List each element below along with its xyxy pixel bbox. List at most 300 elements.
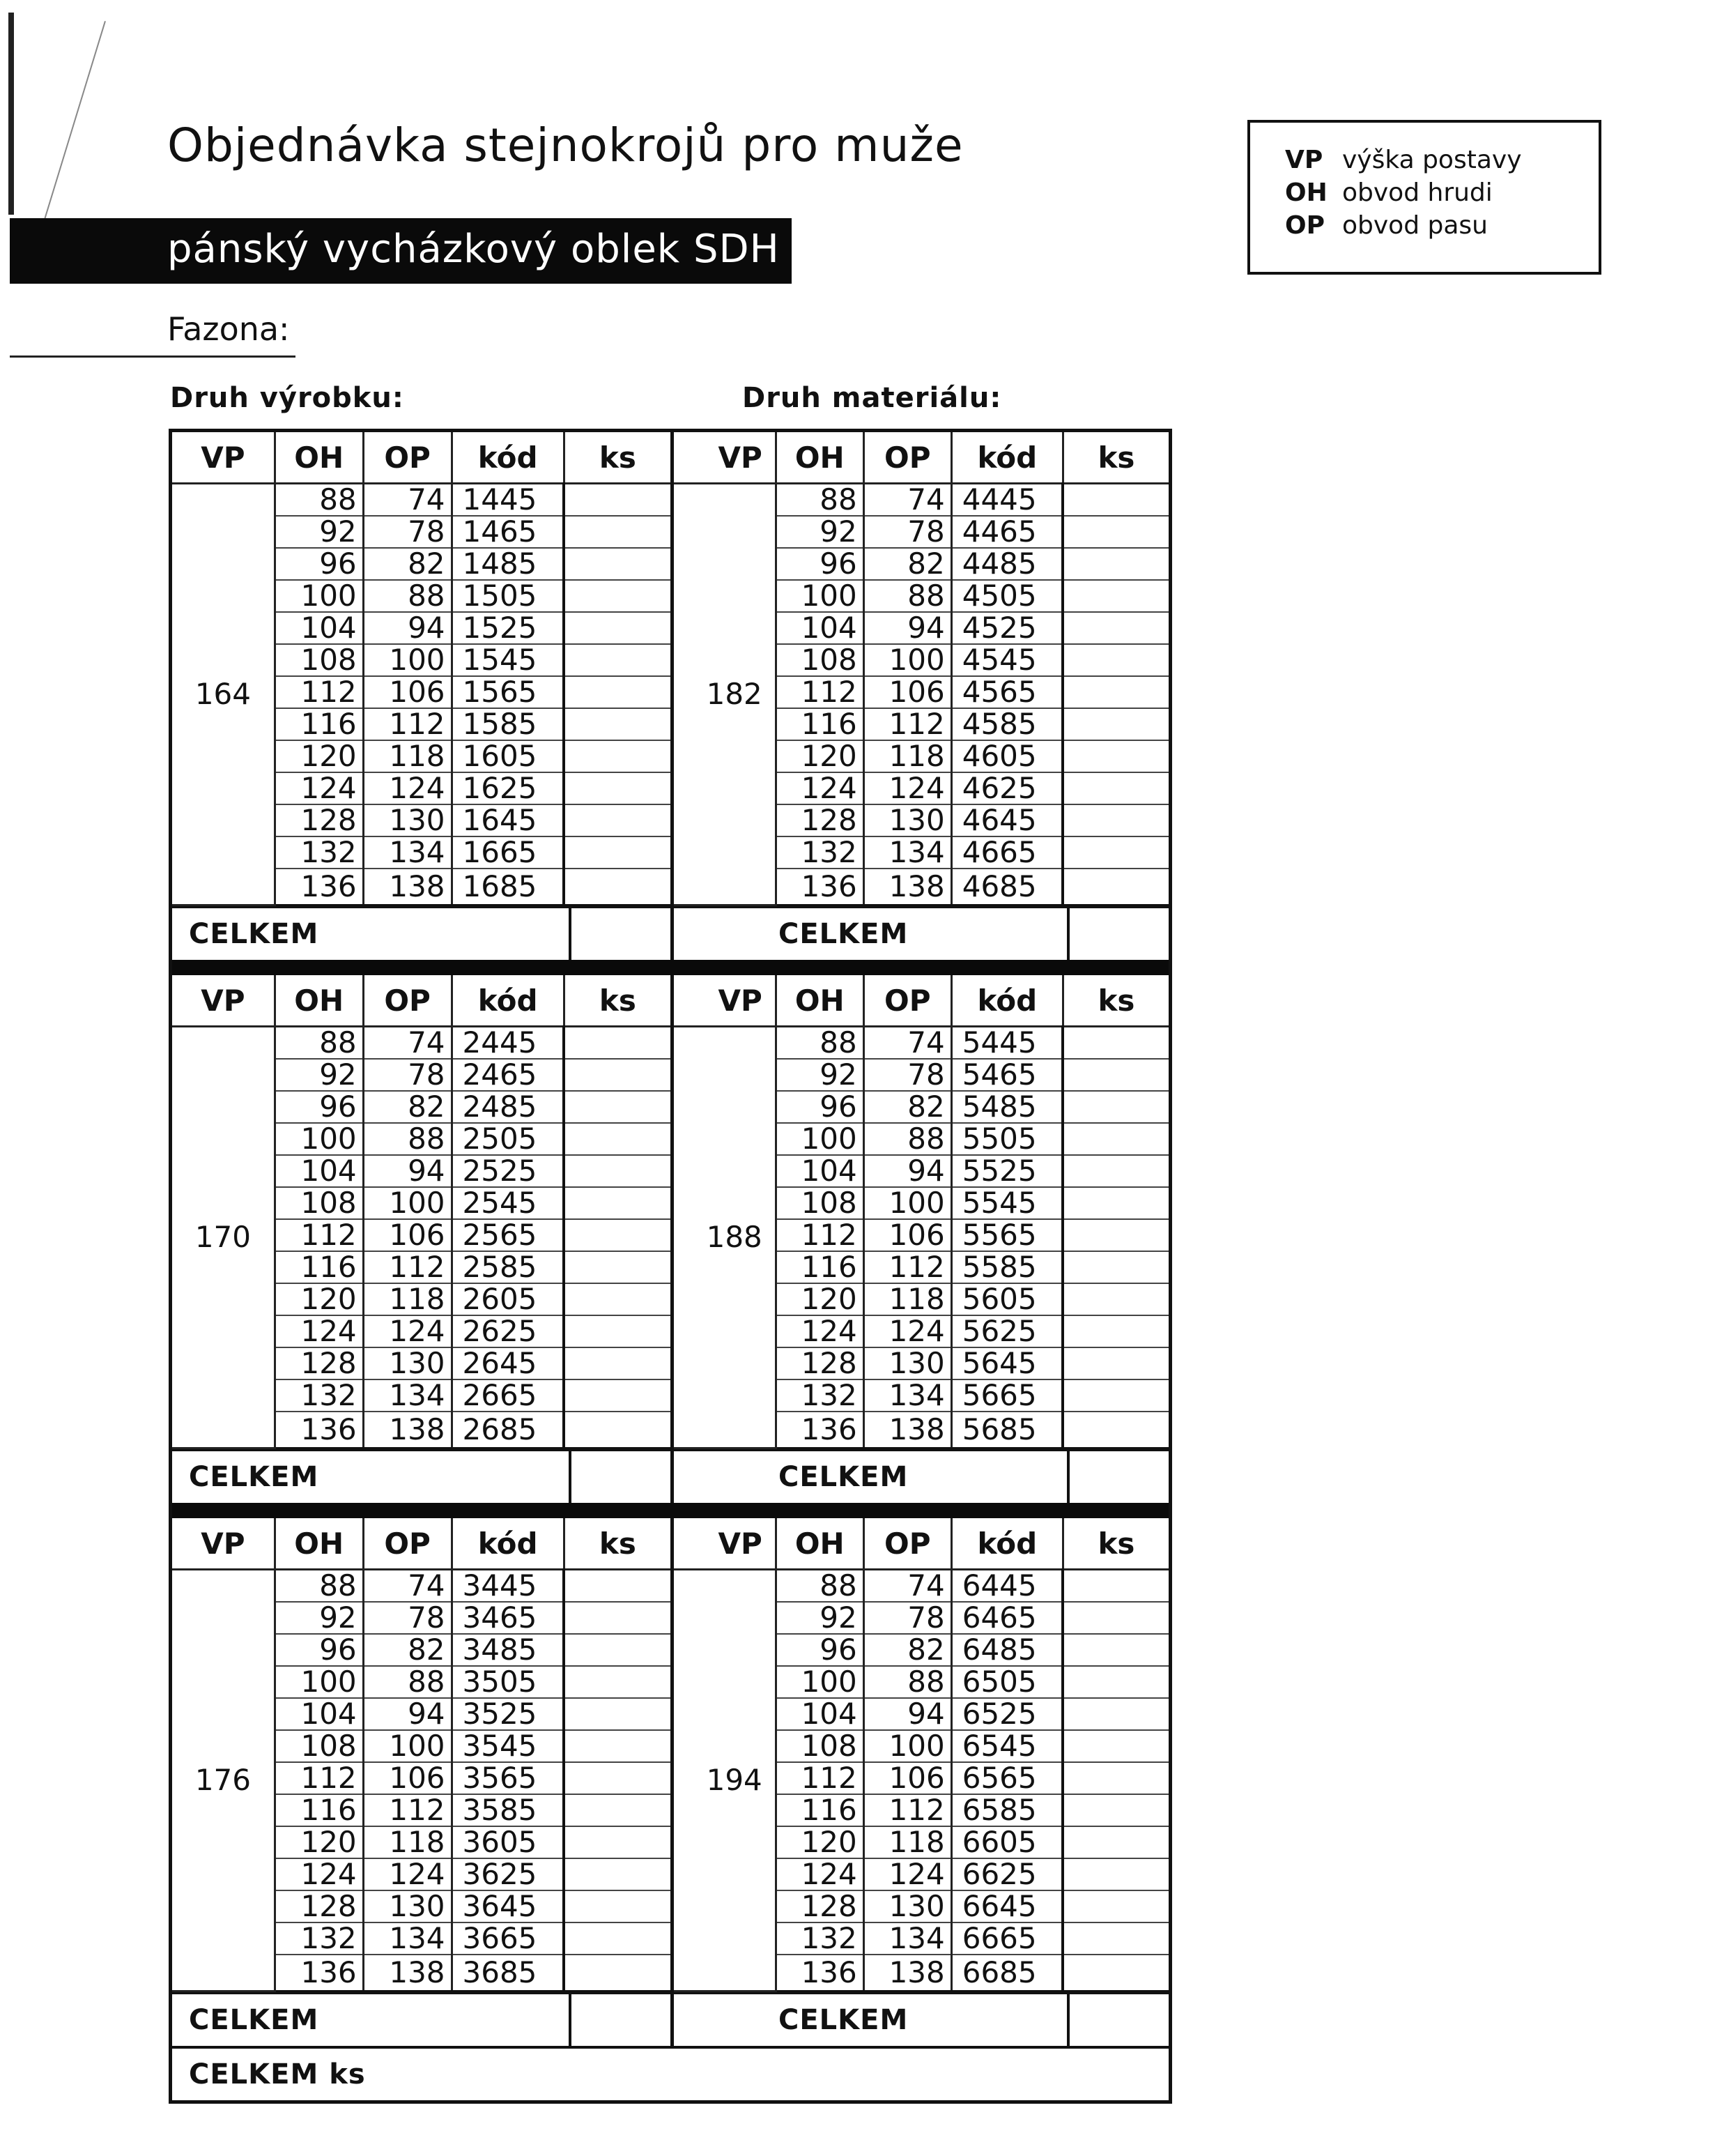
quantity-field[interactable] (1063, 1155, 1169, 1187)
code-value: 5565 (951, 1219, 1063, 1251)
code-value: 1545 (452, 644, 564, 676)
quantity-field[interactable] (564, 1634, 670, 1666)
op-value: 138 (863, 1412, 951, 1448)
op-value: 88 (363, 1123, 452, 1155)
code-value: 4505 (951, 580, 1063, 612)
quantity-field[interactable] (564, 1794, 670, 1826)
banner (10, 218, 792, 284)
quantity-field[interactable] (564, 1698, 670, 1730)
grand-total-row[interactable] (172, 2046, 1169, 2100)
quantity-field[interactable] (1063, 1219, 1169, 1251)
op-value: 138 (363, 1412, 452, 1448)
size-block (172, 960, 1169, 1503)
quantity-field[interactable] (1063, 804, 1169, 836)
code-value: 2625 (452, 1315, 564, 1347)
op-value: 74 (863, 484, 951, 517)
oh-value: 116 (275, 1794, 363, 1826)
quantity-field[interactable] (1063, 1251, 1169, 1283)
op-value: 94 (863, 1698, 951, 1730)
code-value: 4605 (951, 740, 1063, 772)
quantity-field[interactable] (564, 612, 670, 644)
oh-value: 120 (275, 1826, 363, 1858)
grand-total-label: CELKEM ks (189, 2058, 366, 2090)
code-value: 4685 (951, 869, 1063, 905)
oh-value: 136 (275, 869, 363, 905)
quantity-field[interactable] (1063, 1762, 1169, 1794)
size-block (172, 1503, 1169, 2046)
code-value: 2685 (452, 1412, 564, 1448)
quantity-field[interactable] (564, 1347, 670, 1379)
op-value: 112 (363, 1794, 452, 1826)
column-header: ks (1063, 432, 1169, 484)
quantity-field[interactable] (564, 1922, 670, 1955)
quantity-field[interactable] (1063, 1379, 1169, 1412)
code-value: 6665 (951, 1922, 1063, 1955)
oh-value: 132 (776, 836, 863, 869)
quantity-field[interactable] (1063, 676, 1169, 708)
quantity-field[interactable] (564, 1602, 670, 1634)
quantity-field[interactable] (1063, 1412, 1169, 1448)
op-value: 118 (363, 740, 452, 772)
code-value: 3525 (452, 1698, 564, 1730)
op-value: 100 (363, 1730, 452, 1762)
oh-value: 88 (275, 484, 363, 517)
quantity-field[interactable] (1063, 1730, 1169, 1762)
op-value: 118 (863, 1826, 951, 1858)
column-header: ks (1063, 1518, 1169, 1570)
quantity-field[interactable] (1063, 516, 1169, 548)
quantity-field[interactable] (1063, 1922, 1169, 1955)
quantity-field[interactable] (564, 580, 670, 612)
code-value: 3465 (452, 1602, 564, 1634)
op-value: 134 (863, 836, 951, 869)
quantity-field[interactable] (1063, 1826, 1169, 1858)
subtotal-label: CELKEM (189, 2004, 319, 2036)
oh-value: 108 (275, 644, 363, 676)
subtotal-quantity-field[interactable] (1067, 1994, 1169, 2046)
quantity-field[interactable] (564, 1826, 670, 1858)
quantity-field[interactable] (564, 1412, 670, 1448)
code-value: 4625 (951, 772, 1063, 804)
op-value: 124 (363, 1315, 452, 1347)
code-value: 2525 (452, 1155, 564, 1187)
quantity-field[interactable] (1063, 708, 1169, 740)
oh-value: 120 (275, 1283, 363, 1315)
oh-value: 112 (776, 676, 863, 708)
code-value: 4465 (951, 516, 1063, 548)
op-value: 78 (863, 516, 951, 548)
column-header: kód (452, 975, 564, 1027)
op-value: 118 (863, 1283, 951, 1315)
quantity-field[interactable] (564, 804, 670, 836)
subtotal-row (674, 906, 1169, 960)
op-value: 134 (863, 1379, 951, 1412)
quantity-field[interactable] (1063, 836, 1169, 869)
oh-value: 88 (275, 1570, 363, 1603)
quantity-field[interactable] (1063, 1283, 1169, 1315)
quantity-field[interactable] (564, 708, 670, 740)
material-type-label: Druh materiálu: (742, 382, 1002, 414)
quantity-field[interactable] (1063, 1091, 1169, 1123)
quantity-field[interactable] (1063, 644, 1169, 676)
subtotal-row (674, 1449, 1169, 1503)
op-value: 88 (863, 1123, 951, 1155)
code-value: 5485 (951, 1091, 1063, 1123)
table-header-row (674, 1518, 1169, 1570)
code-value: 1445 (452, 484, 564, 517)
op-value: 106 (363, 676, 452, 708)
code-value: 4545 (951, 644, 1063, 676)
op-value: 138 (863, 869, 951, 905)
legend-box (1247, 120, 1601, 275)
code-value: 2645 (452, 1347, 564, 1379)
code-value: 6605 (951, 1826, 1063, 1858)
code-value: 3665 (452, 1922, 564, 1955)
code-value: 6505 (951, 1666, 1063, 1698)
column-header: OH (275, 975, 363, 1027)
oh-value: 120 (776, 1826, 863, 1858)
oh-value: 88 (776, 1570, 863, 1603)
oh-value: 136 (776, 869, 863, 905)
oh-value: 100 (776, 580, 863, 612)
op-value: 134 (863, 1922, 951, 1955)
op-value: 130 (863, 804, 951, 836)
oh-value: 112 (776, 1762, 863, 1794)
column-header: VP (172, 432, 275, 484)
quantity-field[interactable] (1063, 1123, 1169, 1155)
column-header: VP (674, 432, 776, 484)
subtotal-quantity-field[interactable] (569, 908, 670, 960)
code-value: 1685 (452, 869, 564, 905)
quantity-field[interactable] (564, 548, 670, 580)
column-header: OP (863, 1518, 951, 1570)
table-row (172, 1027, 670, 1060)
op-value: 100 (863, 1730, 951, 1762)
quantity-field[interactable] (564, 1283, 670, 1315)
legend-item: OH obvod hrudi (1285, 178, 1493, 207)
oh-value: 128 (776, 1890, 863, 1922)
op-value: 78 (363, 1602, 452, 1634)
quantity-field[interactable] (564, 1219, 670, 1251)
page-title: Objednávka stejnokrojů pro muže (167, 118, 964, 172)
column-header: kód (452, 1518, 564, 1570)
quantity-field[interactable] (564, 1059, 670, 1091)
op-value: 112 (363, 1251, 452, 1283)
code-value: 3485 (452, 1634, 564, 1666)
oh-value: 96 (776, 1091, 863, 1123)
op-value: 138 (863, 1955, 951, 1991)
op-value: 112 (863, 708, 951, 740)
oh-value: 104 (275, 1155, 363, 1187)
table-header-row (172, 975, 670, 1027)
quantity-field[interactable] (564, 644, 670, 676)
op-value: 124 (363, 772, 452, 804)
column-header: kód (951, 1518, 1063, 1570)
quantity-field[interactable] (564, 1123, 670, 1155)
oh-value: 88 (776, 484, 863, 517)
code-value: 5605 (951, 1283, 1063, 1315)
quantity-field[interactable] (564, 1187, 670, 1219)
product-type-label: Druh výrobku: (170, 382, 404, 414)
quantity-field[interactable] (564, 1155, 670, 1187)
quantity-field[interactable] (1063, 772, 1169, 804)
legend-item: VP výška postavy (1285, 146, 1522, 174)
quantity-field[interactable] (564, 676, 670, 708)
vp-value: 164 (172, 484, 275, 905)
code-value: 5465 (951, 1059, 1063, 1091)
op-value: 100 (363, 1187, 452, 1219)
op-value: 106 (863, 1219, 951, 1251)
op-value: 74 (863, 1027, 951, 1060)
column-header: kód (452, 432, 564, 484)
oh-value: 108 (776, 1187, 863, 1219)
size-table-vp-170 (172, 975, 670, 1503)
quantity-field[interactable] (564, 1955, 670, 1991)
code-value: 5645 (951, 1347, 1063, 1379)
quantity-field[interactable] (1063, 1890, 1169, 1922)
subtotal-quantity-field[interactable] (1067, 908, 1169, 960)
oh-value: 92 (275, 1059, 363, 1091)
column-header: OP (363, 975, 452, 1027)
quantity-field[interactable] (1063, 612, 1169, 644)
oh-value: 120 (776, 1283, 863, 1315)
column-header: VP (172, 1518, 275, 1570)
oh-value: 100 (776, 1123, 863, 1155)
quantity-field[interactable] (1063, 1602, 1169, 1634)
quantity-field[interactable] (564, 516, 670, 548)
column-header: ks (564, 1518, 670, 1570)
op-value: 88 (863, 580, 951, 612)
oh-value: 104 (776, 1698, 863, 1730)
oh-value: 88 (776, 1027, 863, 1060)
oh-value: 96 (275, 1091, 363, 1123)
quantity-field[interactable] (564, 1762, 670, 1794)
oh-value: 120 (275, 740, 363, 772)
code-value: 6465 (951, 1602, 1063, 1634)
op-value: 82 (363, 1091, 452, 1123)
oh-value: 136 (776, 1412, 863, 1448)
size-table-vp-164 (172, 432, 670, 960)
code-value: 1645 (452, 804, 564, 836)
code-value: 5665 (951, 1379, 1063, 1412)
code-value: 2465 (452, 1059, 564, 1091)
quantity-field[interactable] (564, 1570, 670, 1603)
table-header-row (172, 1518, 670, 1570)
size-table-vp-176 (172, 1518, 670, 2046)
oh-value: 104 (776, 612, 863, 644)
op-value: 74 (363, 1027, 452, 1060)
subtotal-quantity-field[interactable] (1067, 1451, 1169, 1503)
oh-value: 92 (776, 1059, 863, 1091)
code-value: 1525 (452, 612, 564, 644)
op-value: 82 (863, 1091, 951, 1123)
op-value: 112 (863, 1251, 951, 1283)
op-value: 134 (363, 1379, 452, 1412)
quantity-field[interactable] (1063, 484, 1169, 517)
code-value: 4565 (951, 676, 1063, 708)
quantity-field[interactable] (1063, 740, 1169, 772)
quantity-field[interactable] (564, 1379, 670, 1412)
vp-value: 170 (172, 1027, 275, 1448)
code-value: 4445 (951, 484, 1063, 517)
op-value: 130 (863, 1347, 951, 1379)
code-value: 2605 (452, 1283, 564, 1315)
code-value: 3645 (452, 1890, 564, 1922)
code-value: 5545 (951, 1187, 1063, 1219)
code-value: 2665 (452, 1379, 564, 1412)
op-value: 94 (363, 1698, 452, 1730)
op-value: 88 (363, 1666, 452, 1698)
quantity-field[interactable] (1063, 1634, 1169, 1666)
oh-value: 104 (275, 1698, 363, 1730)
quantity-field[interactable] (1063, 1315, 1169, 1347)
code-value: 6445 (951, 1570, 1063, 1603)
quantity-field[interactable] (564, 1666, 670, 1698)
size-table-vp-182 (670, 432, 1169, 960)
oh-value: 124 (776, 772, 863, 804)
quantity-field[interactable] (564, 1251, 670, 1283)
quantity-field[interactable] (1063, 1666, 1169, 1698)
op-value: 82 (363, 548, 452, 580)
oh-value: 116 (776, 1251, 863, 1283)
quantity-field[interactable] (564, 1091, 670, 1123)
subtotal-quantity-field[interactable] (569, 1451, 670, 1503)
quantity-field[interactable] (1063, 1955, 1169, 1991)
table-header-row (172, 432, 670, 484)
oh-value: 96 (275, 548, 363, 580)
quantity-field[interactable] (1063, 1570, 1169, 1603)
column-header: ks (564, 432, 670, 484)
quantity-field[interactable] (1063, 1858, 1169, 1890)
quantity-field[interactable] (1063, 1187, 1169, 1219)
op-value: 82 (363, 1634, 452, 1666)
subtotal-quantity-field[interactable] (569, 1994, 670, 2046)
oh-value: 124 (776, 1858, 863, 1890)
oh-value: 96 (776, 548, 863, 580)
vp-value: 176 (172, 1570, 275, 1991)
column-header: VP (172, 975, 275, 1027)
column-header: OP (863, 432, 951, 484)
quantity-field[interactable] (1063, 1794, 1169, 1826)
quantity-field[interactable] (564, 484, 670, 517)
oh-value: 132 (275, 1922, 363, 1955)
oh-value: 100 (275, 580, 363, 612)
op-value: 94 (863, 612, 951, 644)
oh-value: 136 (275, 1955, 363, 1991)
oh-value: 100 (275, 1123, 363, 1155)
table-row (674, 1027, 1169, 1060)
op-value: 106 (363, 1762, 452, 1794)
quantity-field[interactable] (1063, 1059, 1169, 1091)
fazona-label: Fazona: (167, 310, 290, 348)
oh-value: 92 (776, 516, 863, 548)
code-value: 3585 (452, 1794, 564, 1826)
code-value: 3625 (452, 1858, 564, 1890)
oh-value: 112 (275, 1762, 363, 1794)
code-value: 4645 (951, 804, 1063, 836)
subtotal-row (172, 906, 670, 960)
quantity-field[interactable] (564, 1890, 670, 1922)
op-value: 78 (863, 1602, 951, 1634)
op-value: 106 (863, 676, 951, 708)
code-value: 1585 (452, 708, 564, 740)
oh-value: 92 (776, 1602, 863, 1634)
quantity-field[interactable] (564, 836, 670, 869)
column-header: OP (863, 975, 951, 1027)
op-value: 88 (863, 1666, 951, 1698)
code-value: 1465 (452, 516, 564, 548)
op-value: 82 (863, 1634, 951, 1666)
oh-value: 96 (275, 1634, 363, 1666)
subtotal-label: CELKEM (778, 918, 909, 950)
code-value: 6565 (951, 1762, 1063, 1794)
quantity-field[interactable] (1063, 580, 1169, 612)
code-value: 5505 (951, 1123, 1063, 1155)
column-header: OP (363, 432, 452, 484)
code-value: 1625 (452, 772, 564, 804)
oh-value: 132 (275, 1379, 363, 1412)
op-value: 100 (863, 644, 951, 676)
quantity-field[interactable] (564, 1315, 670, 1347)
quantity-field[interactable] (1063, 1027, 1169, 1060)
quantity-field[interactable] (564, 1858, 670, 1890)
oh-value: 124 (275, 1315, 363, 1347)
oh-value: 108 (776, 1730, 863, 1762)
oh-value: 128 (275, 804, 363, 836)
column-header: kód (951, 432, 1063, 484)
code-value: 5585 (951, 1251, 1063, 1283)
code-value: 4585 (951, 708, 1063, 740)
op-value: 130 (863, 1890, 951, 1922)
oh-value: 120 (776, 740, 863, 772)
subtotal-label: CELKEM (189, 1461, 319, 1493)
code-value: 6625 (951, 1858, 1063, 1890)
oh-value: 128 (275, 1347, 363, 1379)
oh-value: 116 (776, 1794, 863, 1826)
code-value: 3685 (452, 1955, 564, 1991)
oh-value: 104 (776, 1155, 863, 1187)
oh-value: 128 (776, 1347, 863, 1379)
oh-value: 116 (275, 1251, 363, 1283)
code-value: 3605 (452, 1826, 564, 1858)
quantity-field[interactable] (564, 740, 670, 772)
order-grid (169, 429, 1172, 2104)
oh-value: 132 (776, 1379, 863, 1412)
oh-value: 104 (275, 612, 363, 644)
quantity-field[interactable] (564, 772, 670, 804)
quantity-field[interactable] (1063, 1698, 1169, 1730)
quantity-field[interactable] (564, 1027, 670, 1060)
code-value: 1565 (452, 676, 564, 708)
oh-value: 116 (275, 708, 363, 740)
size-table-vp-194 (670, 1518, 1169, 2046)
code-value: 2505 (452, 1123, 564, 1155)
op-value: 106 (863, 1762, 951, 1794)
code-value: 3445 (452, 1570, 564, 1603)
table-row (172, 484, 670, 517)
column-header: OP (363, 1518, 452, 1570)
op-value: 134 (363, 1922, 452, 1955)
op-value: 94 (863, 1155, 951, 1187)
quantity-field[interactable] (1063, 869, 1169, 905)
quantity-field[interactable] (1063, 548, 1169, 580)
quantity-field[interactable] (564, 1730, 670, 1762)
quantity-field[interactable] (564, 869, 670, 905)
quantity-field[interactable] (1063, 1347, 1169, 1379)
oh-value: 100 (275, 1666, 363, 1698)
code-value: 5625 (951, 1315, 1063, 1347)
column-header: VP (674, 1518, 776, 1570)
